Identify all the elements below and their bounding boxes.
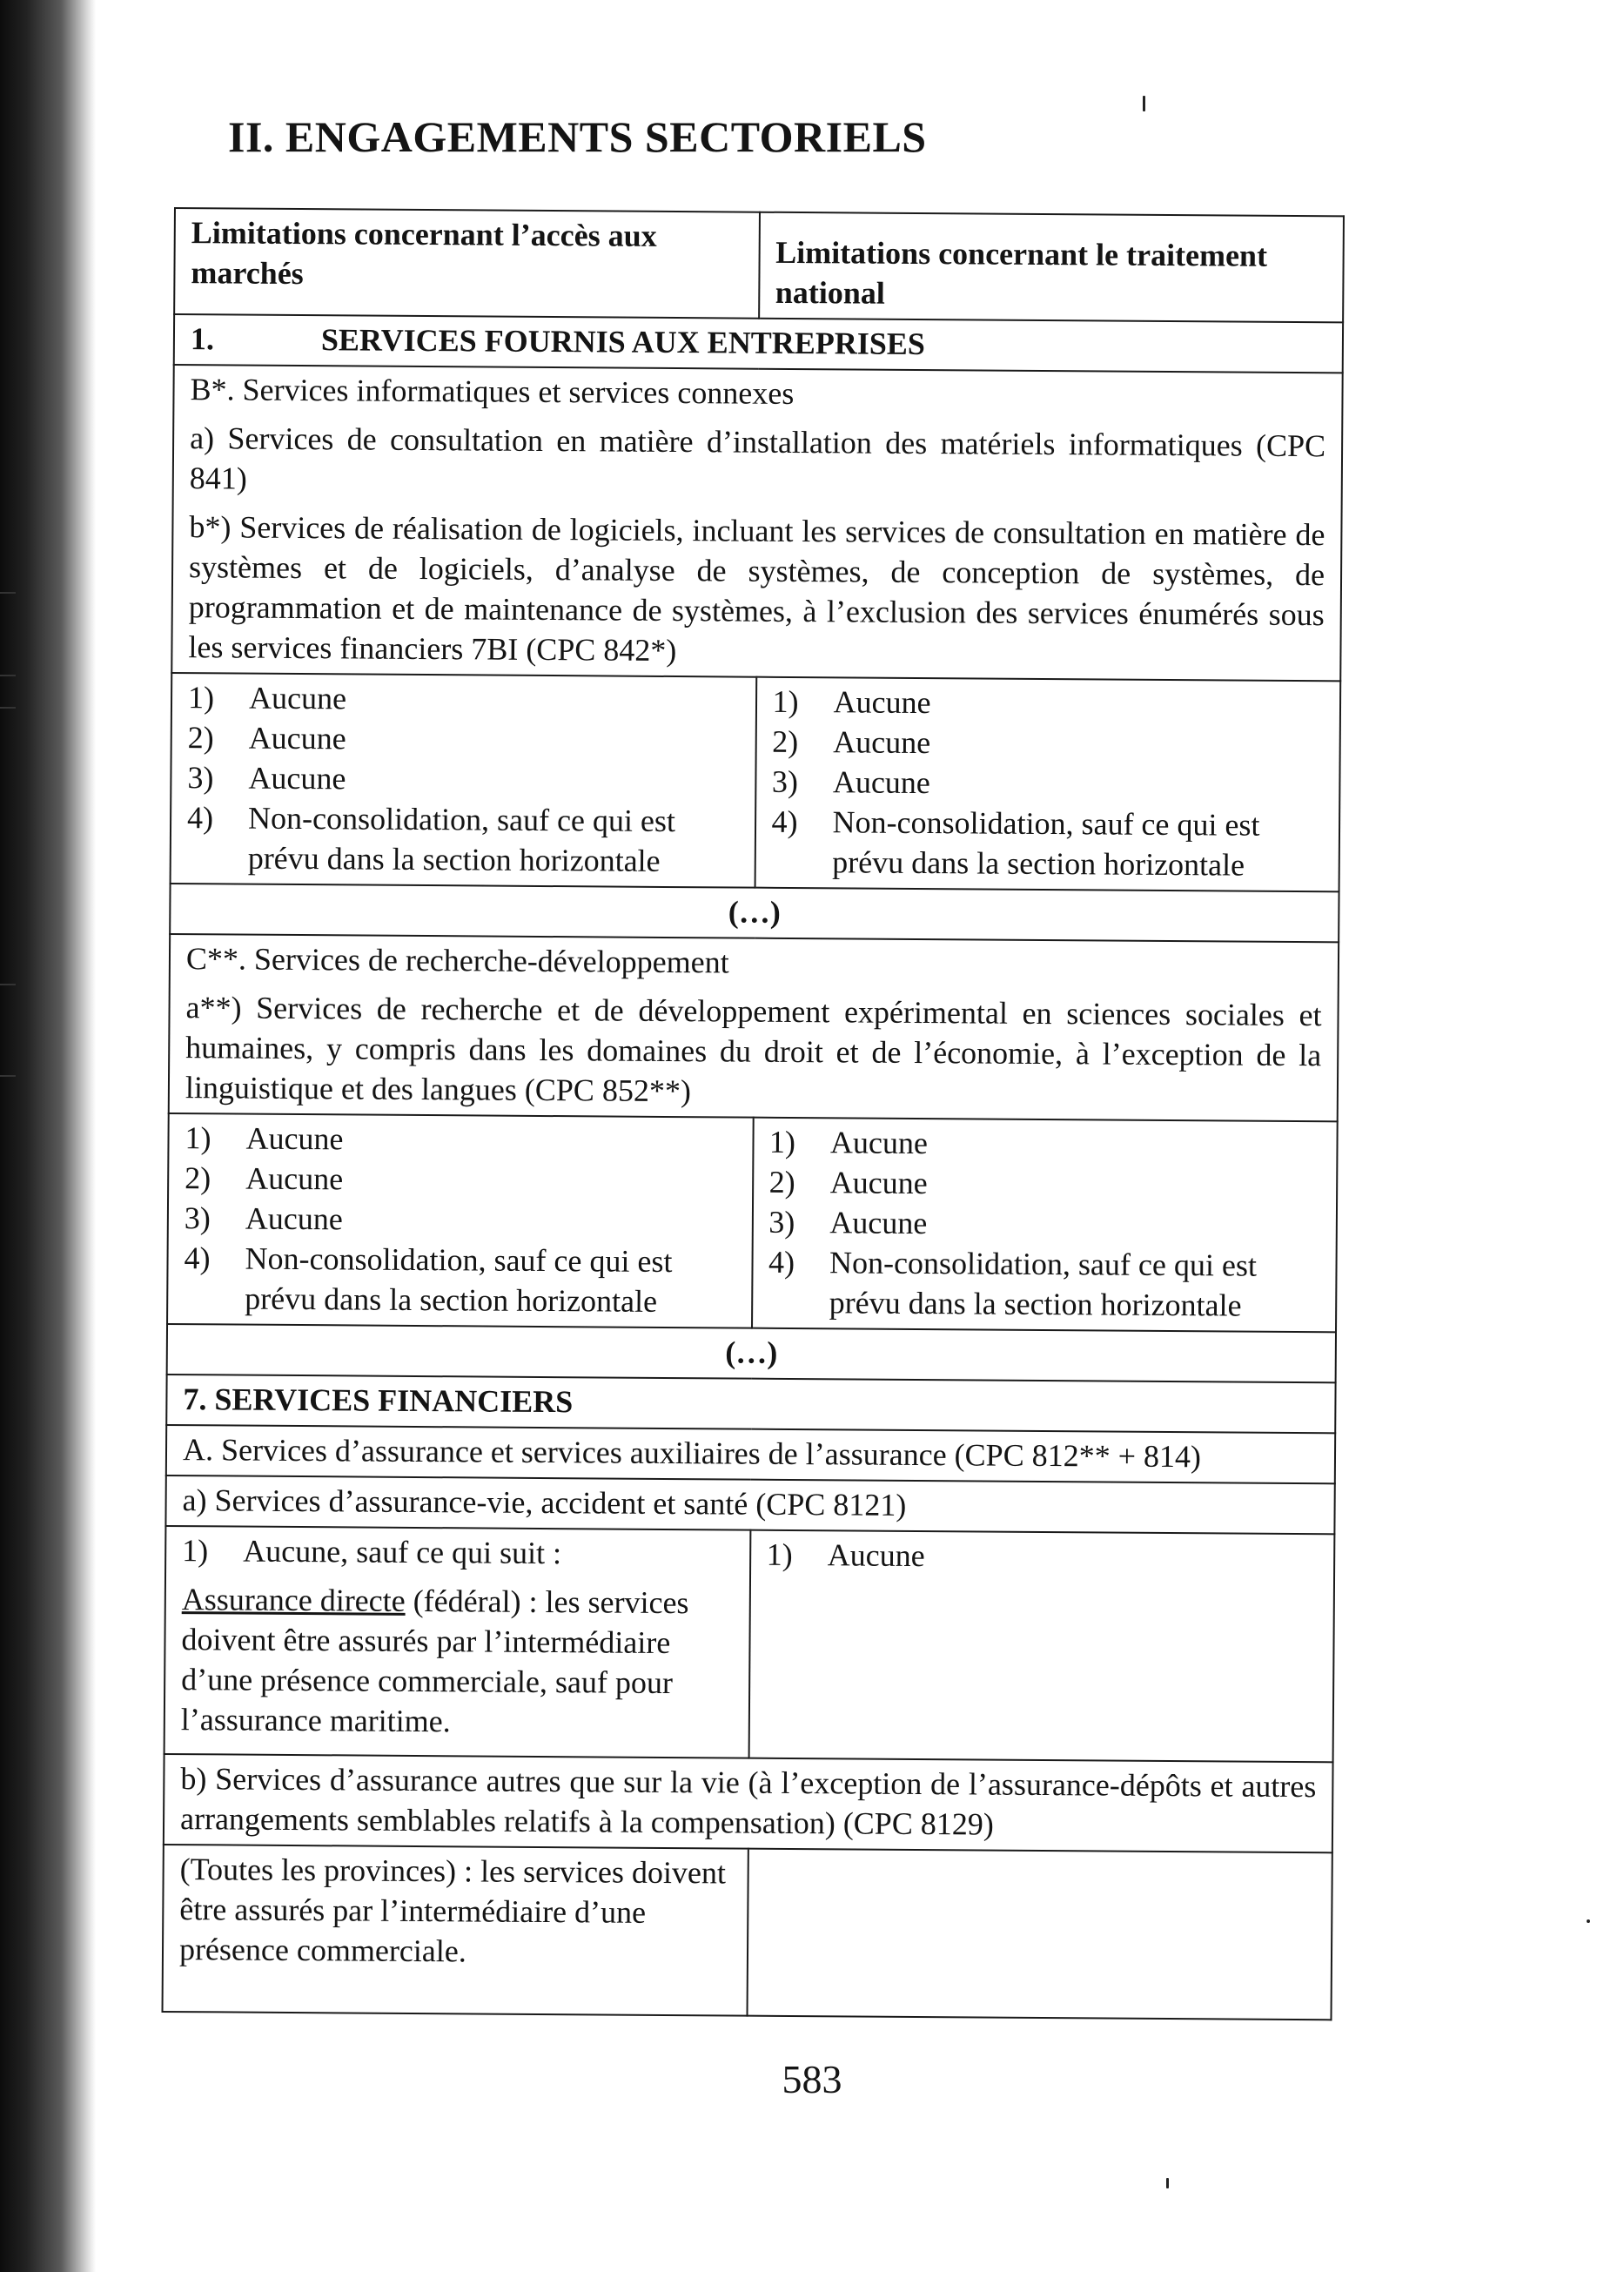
subsector-row: [171, 365, 1342, 681]
mode-item: 4) Non-consolidation, sauf ce qui est prévu dans la section horizontale: [768, 1244, 1258, 1323]
binding-tab-mark: [0, 1075, 16, 1077]
scan-speck: [1166, 2178, 1169, 2188]
mode-item: 1) Aucune: [768, 1124, 929, 1161]
page-heading: II. ENGAGEMENTS SECTORIELS: [228, 112, 927, 161]
market-access-cell: (Toutes les provinces) : les services doivent être assurés par l’intermédiaire d’une présence commerciale.: [163, 1845, 748, 2016]
mode-item: 3) Aucune: [187, 760, 346, 797]
national-treatment-cell: [755, 677, 1340, 892]
section-number: 1.: [190, 321, 215, 357]
mode-item: 2) Aucune: [187, 720, 346, 756]
commitments-row: [171, 673, 1341, 891]
mode-item: 3) Aucune: [184, 1200, 343, 1237]
mode-list: [767, 1535, 1319, 1578]
subsector-item: a) Services de consultation en matière d’installation des matériels informatiques (CPC 841): [189, 420, 1326, 496]
subsector-row: [166, 1425, 1335, 1483]
table-header-row: [174, 208, 1344, 322]
subsector-title: B*. Services informatiques et services connexes: [190, 372, 795, 411]
mode-item: 3) Aucune: [771, 763, 931, 801]
subsector-item: b*) Services de réalisation de logiciels, incluant les services de consultation en matière de systèmes et de logiciels, d’analyse de systèmes, de conception de systèmes, de programmation et de maintenance de systèmes, à l’exclusion des services énumérés sous les services financiers 7BI (CPC 842*): [188, 509, 1325, 669]
subsector-title: A. Services d’assurance et services auxiliaires de l’assurance (CPC 812** + 814): [166, 1425, 1335, 1483]
subsector-row: [164, 1754, 1333, 1852]
subsector-description: [171, 365, 1342, 681]
mode-list: [771, 682, 1324, 885]
national-treatment-cell: [752, 1118, 1338, 1333]
national-treatment-cell: [747, 1849, 1332, 2020]
national-treatment-header: Limitations concernant le traitement national: [759, 212, 1344, 323]
ellipsis-row: [170, 884, 1339, 942]
subsector-item: a**) Services de recherche et de développement expérimental en sciences sociales et humaines, y compris dans les domaines du droit et de l’économie, à l’exception de la linguistique et des langues (CPC 852**): [185, 990, 1322, 1109]
commitments-row: [163, 1845, 1332, 2020]
mode-list: [182, 1530, 734, 1574]
mode-item: 1) Aucune: [772, 683, 931, 721]
binding-tab-mark: [0, 984, 16, 985]
subsector-description: [169, 934, 1339, 1121]
mode-item: 1) Aucune, sauf ce qui suit :: [182, 1533, 562, 1571]
ellipsis-row: [167, 1324, 1336, 1382]
mode-item: 1) Aucune: [187, 680, 347, 716]
omitted-content-marker: (…): [167, 1324, 1336, 1382]
mode-list: [184, 1118, 736, 1321]
binding-tab-mark: [0, 675, 16, 676]
section-row: [166, 1375, 1335, 1433]
commitments-row: [167, 1113, 1338, 1332]
market-access-cell: [164, 1526, 750, 1758]
page-number: 583: [782, 2057, 842, 2101]
market-access-header: Limitations concernant l’accès aux marchés: [174, 208, 759, 319]
binding-tab-mark: [0, 707, 16, 709]
mode-list: [768, 1122, 1321, 1326]
note-text: (fédéral) : les services doivent être assurés par l’intermédiaire d’une présence commerciale, sauf pour l’assurance maritime.: [180, 1583, 689, 1739]
subsector-row: [165, 1475, 1334, 1534]
section-title: SERVICES FOURNIS AUX ENTREPRISES: [320, 322, 925, 362]
scan-speck: [1587, 1919, 1590, 1923]
commitments-row: [164, 1526, 1335, 1762]
mode-list: [187, 677, 740, 881]
subsector-row: [169, 934, 1339, 1121]
book-binding-edge: [0, 0, 96, 2272]
section-heading: 7. SERVICES FINANCIERS: [166, 1375, 1335, 1433]
mode-item: 3) Aucune: [768, 1204, 928, 1241]
mode-item: 2) Aucune: [772, 723, 931, 761]
subsector-item: a) Services d’assurance-vie, accident et santé (CPC 8121): [165, 1475, 1334, 1534]
mode-item: 2) Aucune: [768, 1164, 928, 1201]
scan-speck: [1143, 96, 1145, 111]
mode-item: 4) Non-consolidation, sauf ce qui est prévu dans la section horizontale: [771, 803, 1260, 883]
mode-item: 4) Non-consolidation, sauf ce qui est prévu dans la section horizontale: [186, 800, 676, 878]
market-access-cell: [167, 1113, 753, 1328]
mode-item: 1) Aucune: [185, 1120, 344, 1157]
section-row: [174, 314, 1343, 373]
mode-item: 2) Aucune: [185, 1160, 344, 1197]
note-label: Assurance directe: [181, 1582, 406, 1618]
subsector-title: C**. Services de recherche-développement: [185, 941, 729, 980]
commitments-table: [162, 207, 1345, 2020]
national-treatment-cell: [748, 1530, 1334, 1763]
market-access-note: [181, 1579, 734, 1743]
binding-tab-mark: [0, 592, 16, 594]
section-heading: [174, 314, 1343, 373]
subsector-item: b) Services d’assurance autres que sur la vie (à l’exception de l’assurance-dépôts et autres arrangements semblables relatifs à la compensation) (CPC 8129): [164, 1754, 1333, 1852]
market-access-cell: [171, 673, 756, 888]
mode-item: 1) Aucune: [766, 1536, 925, 1574]
omitted-content-marker: (…): [170, 884, 1339, 942]
mode-item: 4) Non-consolidation, sauf ce qui est prévu dans la section horizontale: [184, 1240, 673, 1319]
